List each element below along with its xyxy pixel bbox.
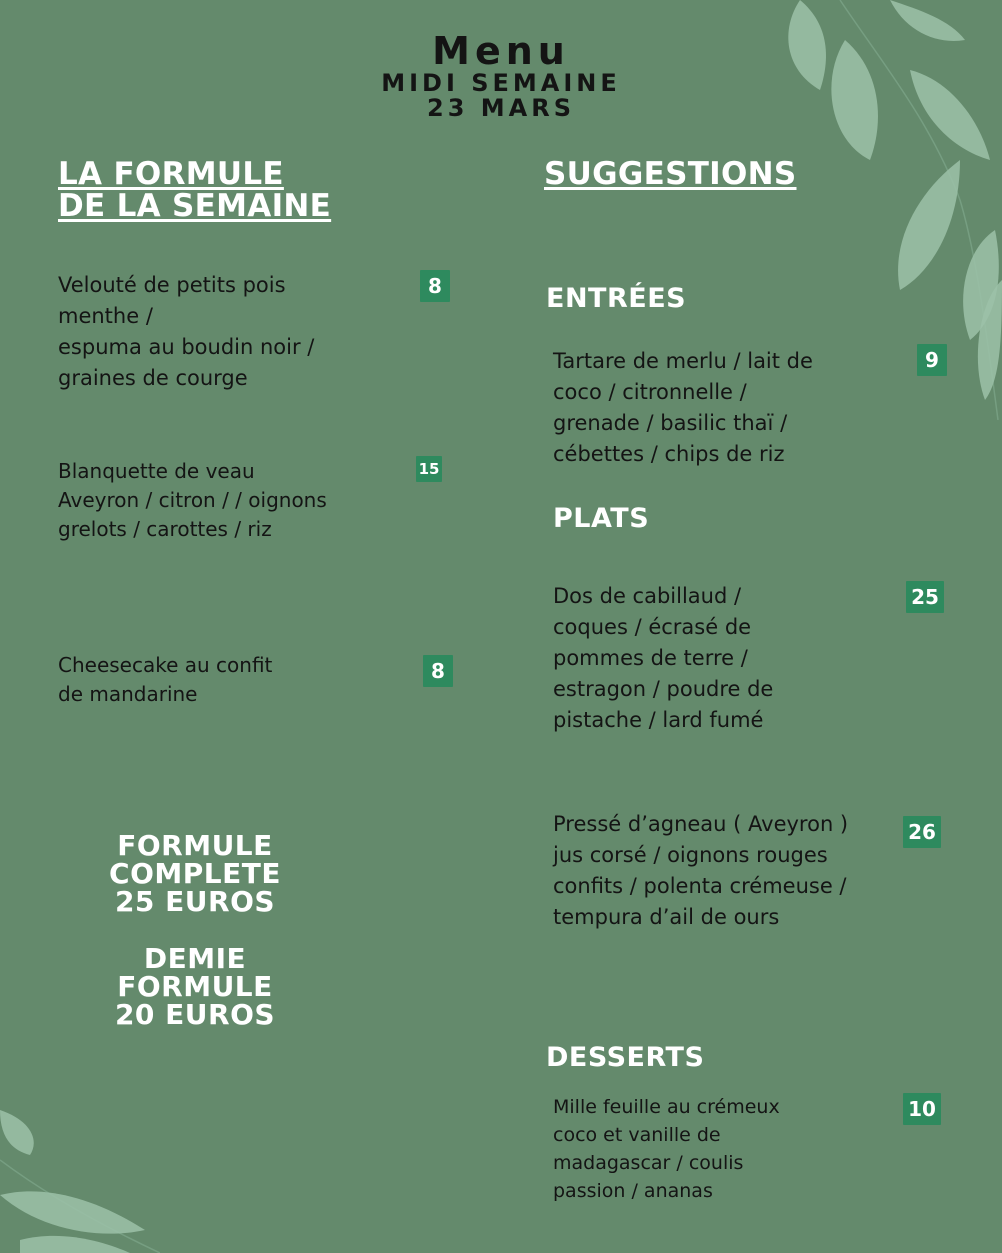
- menu-title: Menu: [432, 29, 570, 73]
- entrees-heading: ENTRÉES: [546, 283, 687, 314]
- menu-date: 23 MARS: [427, 94, 575, 122]
- formule-entree-text: Velouté de petits pois menthe / espuma au boudin noir / graines de courge: [58, 273, 315, 390]
- formule-plat-text: Blanquette de veau Aveyron / citron / / oignons grelots / carottes / riz: [58, 459, 327, 541]
- plat-suggestion-1-price: 25: [906, 581, 944, 613]
- dessert-suggestion-text: Mille feuille au crémeux coco et vanille de madagascar / coulis passion / ananas: [553, 1096, 780, 1202]
- entree-suggestion-text: Tartare de merlu / lait de coco / citronnelle / grenade / basilic thaï / cébettes / chips de riz: [553, 349, 813, 466]
- menu-subtitle: MIDI SEMAINE: [381, 69, 621, 97]
- plat-suggestion-2-price: 26: [903, 816, 941, 848]
- suggestions-heading: SUGGESTIONS: [544, 156, 797, 192]
- entree-suggestion-price: 9: [917, 344, 947, 376]
- dessert-suggestion-price: 10: [903, 1093, 941, 1125]
- leaves-bottom-left-decoration: [0, 1100, 160, 1253]
- formule-heading-line2: DE LA SEMAINE: [58, 188, 332, 224]
- plats-heading: PLATS: [553, 503, 650, 534]
- formule-plat-price: 15: [416, 456, 442, 482]
- plat-suggestion-2-text: Pressé d’agneau ( Aveyron ) jus corsé / oignons rouges confits / polenta crémeuse / tempura d’ail de ours: [553, 812, 849, 929]
- formule-heading-line1: LA FORMULE: [58, 156, 284, 192]
- formule-dessert-text: Cheesecake au confit de mandarine: [58, 653, 273, 706]
- plat-suggestion-1-text: Dos de cabillaud / coques / écrasé de pommes de terre / estragon / poudre de pistache / lard fumé: [553, 584, 774, 732]
- demie-formule-price: DEMIE FORMULE 20 EUROS: [114, 942, 276, 1031]
- formule-complete-price: FORMULE COMPLETE 25 EUROS: [109, 829, 281, 918]
- formule-dessert-price: 8: [423, 655, 453, 687]
- desserts-heading: DESSERTS: [546, 1042, 705, 1073]
- formule-entree-price: 8: [420, 270, 450, 302]
